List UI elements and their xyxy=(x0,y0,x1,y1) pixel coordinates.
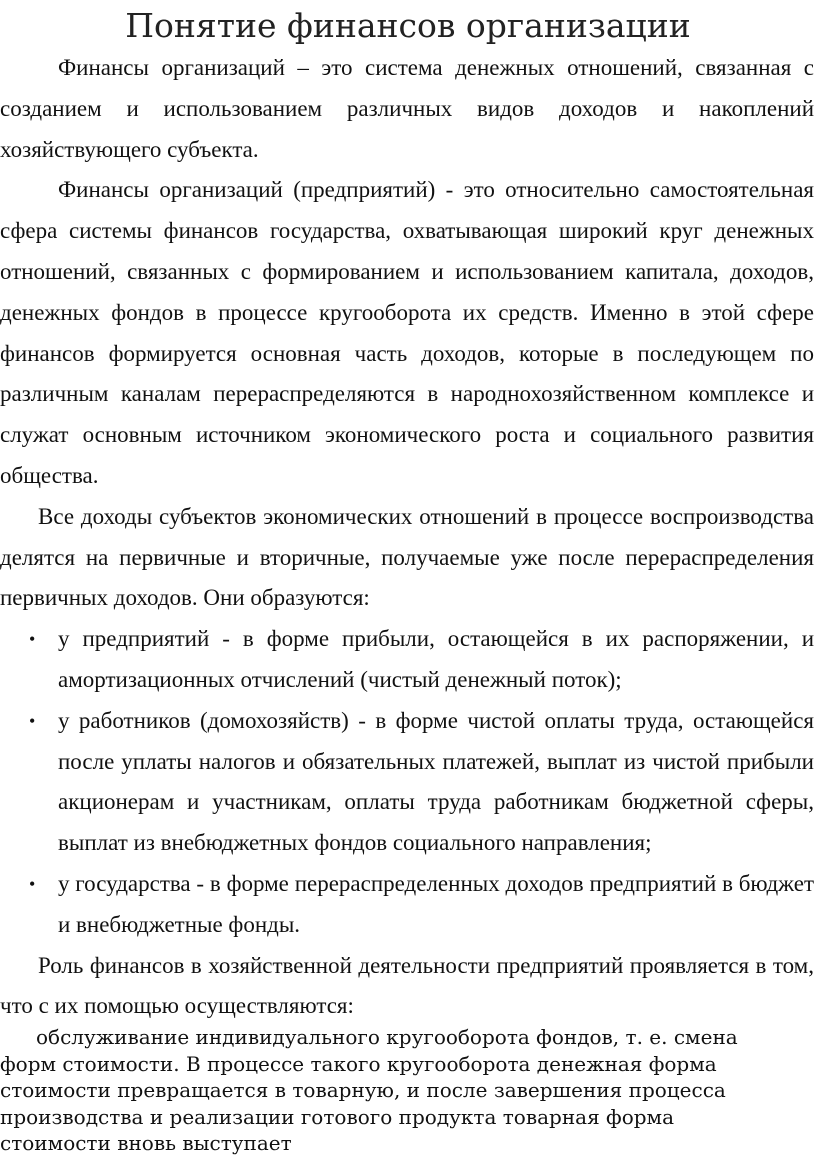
list-item xyxy=(0,701,814,864)
list-item xyxy=(0,864,814,946)
paragraph-tail-block xyxy=(0,1024,780,1157)
paragraph-sphere: Финансы организаций (предприятий) - это относительно самостоятельная сфера системы финансов государства, охватывающая широкий круг денежных отношений, связанных с формированием и использованием капитала, доходов, денежных фондов в процессе кругооборота их средств. Именно в этой сфере финансов формируется основная часть доходов, которые в последующем по различным каналам перераспределяются в народнохозяйственном комплексе и служат основным источником экономического роста и социального развития общества. xyxy=(0,177,814,488)
bullet-icon: • xyxy=(29,873,36,894)
document-body xyxy=(0,48,814,1027)
page-title: Понятие финансов организации xyxy=(125,6,691,45)
paragraph-incomes: Все доходы субъектов экономических отношений в процессе воспроизводства делятся на первичные и вторичные, получаемые уже после перераспределения первичных доходов. Они образуются: xyxy=(0,503,814,611)
list-item-text: у работников (домохозяйств) - в форме чистой оплаты труда, остающейся после уплаты налогов и обязательных платежей, выплат из чистой прибыли акционерам и участникам, оплаты труда работникам бюджетной сферы, выплат из внебюджетных фондов социального направления; xyxy=(58,707,814,856)
income-list xyxy=(0,619,814,945)
list-item xyxy=(0,619,814,701)
list-item-text: у государства - в форме перераспределенных доходов предприятий в бюджет и внебюджетные фонды. xyxy=(58,870,814,937)
paragraph-circulation: обслуживание индивидуального кругооборота фондов, т. е. смена форм стоимости. В процессе такого кругооборота денежная форма стоимости превращается в товарную, и после завершения процесса производства и реализации готового продукта товарная форма стоимости вновь выступает xyxy=(0,1025,738,1155)
list-item-text: у предприятий - в форме прибыли, остающейся в их распоряжении, и амортизационных отчислений (чистый денежный поток); xyxy=(58,626,814,692)
paragraph-definition: Финансы организаций – это система денежных отношений, связанная с созданием и использованием различных видов доходов и накоплений хозяйствующего субъекта. xyxy=(0,55,814,162)
bullet-icon: • xyxy=(29,629,36,650)
bullet-icon: • xyxy=(29,710,36,731)
paragraph-role: Роль финансов в хозяйственной деятельности предприятий проявляется в том, что с их помощью осуществляются: xyxy=(0,952,814,1019)
